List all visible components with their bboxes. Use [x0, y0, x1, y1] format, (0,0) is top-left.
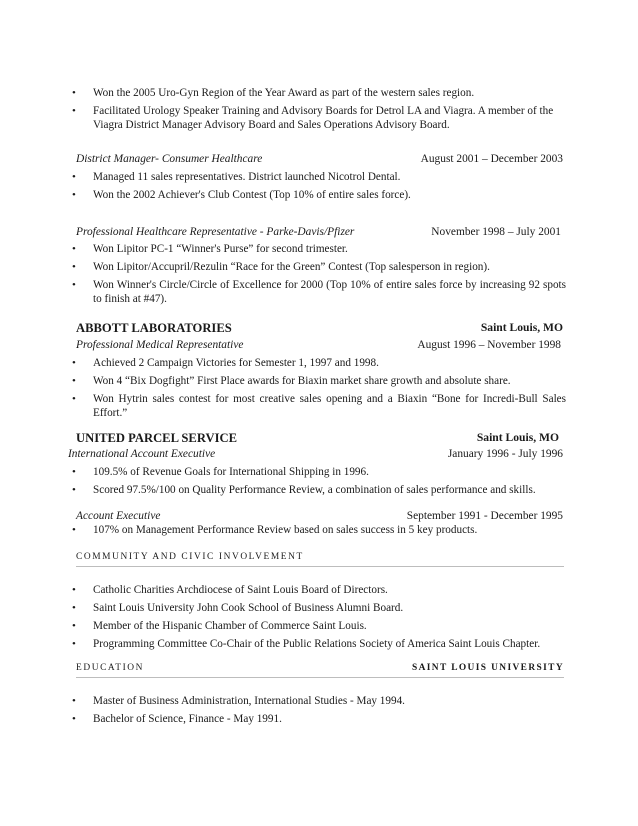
bullet-icon: • — [72, 87, 76, 99]
bullet-icon: • — [72, 393, 76, 405]
list-item: • Scored 97.5%/100 on Quality Performance Review, a combination of sales performance and skills. — [72, 484, 536, 496]
company-location: Saint Louis, MO — [476, 431, 559, 444]
role-row — [76, 337, 563, 353]
list-item: • Won the 2002 Achiever's Club Contest (Top 10% of entire sales force). — [72, 189, 411, 201]
company-location: Saint Louis, MO — [480, 321, 563, 334]
section-divider — [76, 677, 564, 678]
bullet-icon: • — [72, 279, 76, 291]
list-item: • Saint Louis University John Cook School of Business Alumni Board. — [72, 602, 404, 614]
section-divider — [76, 566, 564, 567]
list-item: • Won the 2005 Uro-Gyn Region of the Year Award as part of the western sales region. — [72, 87, 475, 99]
role-title: International Account Executive — [68, 448, 216, 460]
role-dates: September 1991 - December 1995 — [406, 510, 563, 522]
role-dates: August 1996 – November 1998 — [417, 339, 561, 351]
bullet-icon: • — [72, 620, 76, 632]
list-item: • Master of Business Administration, International Studies - May 1994. — [72, 695, 405, 707]
bullet-icon: • — [72, 105, 76, 117]
section-title: EDUCATION — [76, 663, 145, 673]
role-row — [76, 508, 563, 524]
list-item: • Facilitated Urology Speaker Training and Advisory Boards for Detrol LA and Viagra. A member of the Viagra District Manager Advisory Board and Sales Operations Advisory Board. — [72, 105, 554, 131]
bullet-icon: • — [72, 713, 76, 725]
list-item: • 109.5% of Revenue Goals for International Shipping in 1996. — [72, 466, 369, 478]
bullet-icon: • — [72, 584, 76, 596]
list-item: • Won Lipitor/Accupril/Rezulin “Race for the Green” Contest (Top salesperson in region). — [72, 261, 490, 273]
list-item: • Programming Committee Co-Chair of the Public Relations Society of America Saint Louis Chapter. — [72, 638, 541, 650]
role-row — [76, 151, 563, 167]
list-item: • Member of the Hispanic Chamber of Commerce Saint Louis. — [72, 620, 367, 632]
role-dates: August 2001 – December 2003 — [420, 153, 563, 165]
bullet-icon: • — [72, 357, 76, 369]
list-item: • Managed 11 sales representatives. District launched Nicotrol Dental. — [72, 171, 401, 183]
company-header — [76, 320, 563, 336]
section-header — [76, 660, 564, 676]
list-item: • Achieved 2 Campaign Victories for Semester 1, 1997 and 1998. — [72, 357, 379, 369]
bullet-icon: • — [72, 524, 76, 536]
company-name: UNITED PARCEL SERVICE — [76, 431, 237, 445]
bullet-icon: • — [72, 375, 76, 387]
bullet-icon: • — [72, 484, 76, 496]
list-item: • Won Hytrin sales contest for most creative sales opening and a Biaxin “Bone for Incredi-Bull Sales Effort.” — [72, 393, 566, 419]
role-title: Professional Healthcare Representative - Parke-Davis/Pfizer — [76, 226, 355, 238]
company-name: ABBOTT LABORATORIES — [76, 321, 232, 335]
list-item: • Bachelor of Science, Finance - May 1991. — [72, 713, 282, 725]
bullet-icon: • — [72, 189, 76, 201]
bullet-icon: • — [72, 602, 76, 614]
list-item: • Catholic Charities Archdiocese of Saint Louis Board of Directors. — [72, 584, 388, 596]
role-dates: January 1996 - July 1996 — [447, 448, 563, 460]
bullet-icon: • — [72, 695, 76, 707]
section-header — [76, 549, 564, 565]
list-item: • Won 4 “Bix Dogfight” First Place awards for Biaxin market share growth and absolute share. — [72, 375, 511, 387]
role-row — [76, 224, 563, 240]
bullet-icon: • — [72, 171, 76, 183]
role-title: District Manager- Consumer Healthcare — [76, 153, 263, 165]
bullet-icon: • — [72, 261, 76, 273]
list-item: • 107% on Management Performance Review based on sales success in 5 key products. — [72, 524, 478, 536]
section-title: COMMUNITY AND CIVIC INVOLVEMENT — [76, 552, 304, 562]
list-item: • Won Lipitor PC-1 “Winner's Purse” for second trimester. — [72, 243, 348, 255]
bullet-icon: • — [72, 243, 76, 255]
school-name: SAINT LOUIS UNIVERSITY — [411, 663, 564, 673]
role-title: Account Executive — [76, 510, 161, 522]
company-header — [76, 430, 563, 446]
bullet-icon: • — [72, 466, 76, 478]
role-title: Professional Medical Representative — [76, 339, 244, 351]
bullet-icon: • — [72, 638, 76, 650]
role-dates: November 1998 – July 2001 — [431, 226, 561, 238]
list-item: • Won Winner's Circle/Circle of Excellence for 2000 (Top 10% of entire sales force by increasing 92 spots to finish at #47). — [72, 279, 566, 305]
role-row — [68, 446, 563, 462]
